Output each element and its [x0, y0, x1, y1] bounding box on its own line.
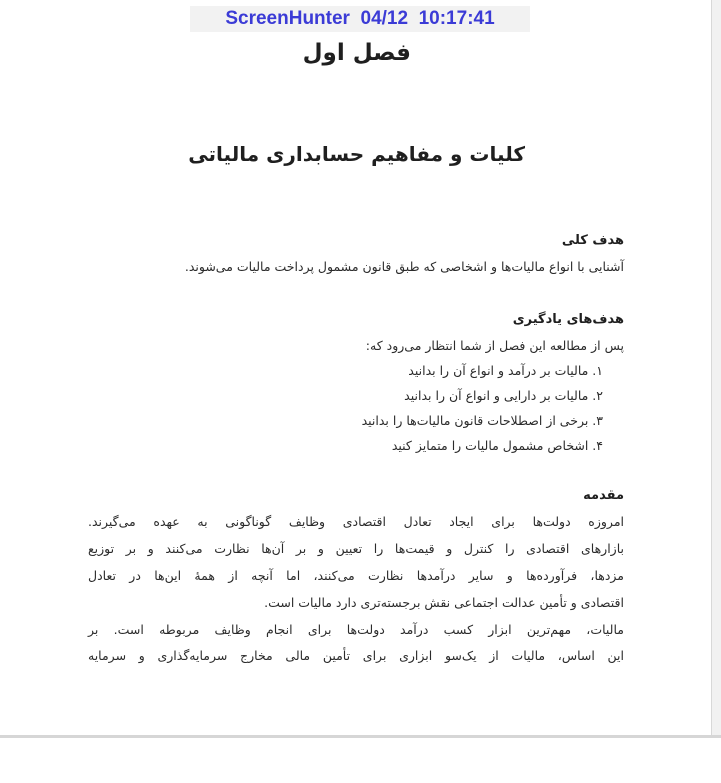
next-page-area: [0, 738, 721, 783]
introduction-line: مزدها، فرآورده‌ها و سایر درآمدها نظارت می‌کنند، اما آنچه از همهٔ این‌ها در تعادل: [88, 568, 624, 583]
introduction-line: امروزه دولت‌ها برای ایجاد تعادل اقتصادی وظایف گوناگونی به عهده می‌گیرند.: [88, 514, 624, 529]
vertical-scrollbar[interactable]: [712, 0, 721, 735]
general-goal-heading: هدف کلی: [561, 233, 624, 248]
chapter-subtitle: کلیات و مفاهیم حسابداری مالیاتی: [188, 142, 525, 166]
learning-goal-item: ۲. مالیات بر دارایی و انواع آن را بدانید: [404, 388, 603, 403]
introduction-line: بازارهای اقتصادی را کنترل و قیمت‌ها را تعیین و بر آن‌ها نظارت می‌کنند و بر توزیع: [88, 541, 624, 556]
learning-goal-item: ۴. اشخاص مشمول مالیات را متمایز کنید: [391, 438, 603, 453]
general-goal-text: آشنایی با انواع مالیات‌ها و اشخاصی که طبق قانون مشمول پرداخت مالیات می‌شوند.: [184, 259, 624, 274]
introduction-line: اقتصادی و تأمین عدالت اجتماعی نقش برجسته‌تری دارد مالیات است.: [264, 595, 624, 610]
learning-goals-heading: هدف‌های یادگیری: [512, 312, 624, 327]
learning-goals-intro: پس از مطالعه این فصل از شما انتظار می‌رود که:: [365, 338, 624, 353]
introduction-line: این اساس، مالیات از یک‌سو ابزاری برای تأمین مالی مخارج سرمایه‌گذاری و سرمایه: [88, 648, 624, 663]
introduction-line: مالیات، مهم‌ترین ابزار کسب درآمد دولت‌ها برای انجام وظایف مربوطه است. بر: [88, 622, 624, 637]
learning-goal-item: ۱. مالیات بر درآمد و انواع آن را بدانید: [408, 363, 603, 378]
learning-goal-item: ۳. برخی از اصطلاحات قانون مالیات‌ها را بدانید: [361, 413, 603, 428]
introduction-heading: مقدمه: [583, 488, 624, 503]
chapter-title: فصل اول: [302, 40, 411, 66]
screenhunter-watermark: ScreenHunter 04/12 10:17:41: [190, 6, 530, 32]
